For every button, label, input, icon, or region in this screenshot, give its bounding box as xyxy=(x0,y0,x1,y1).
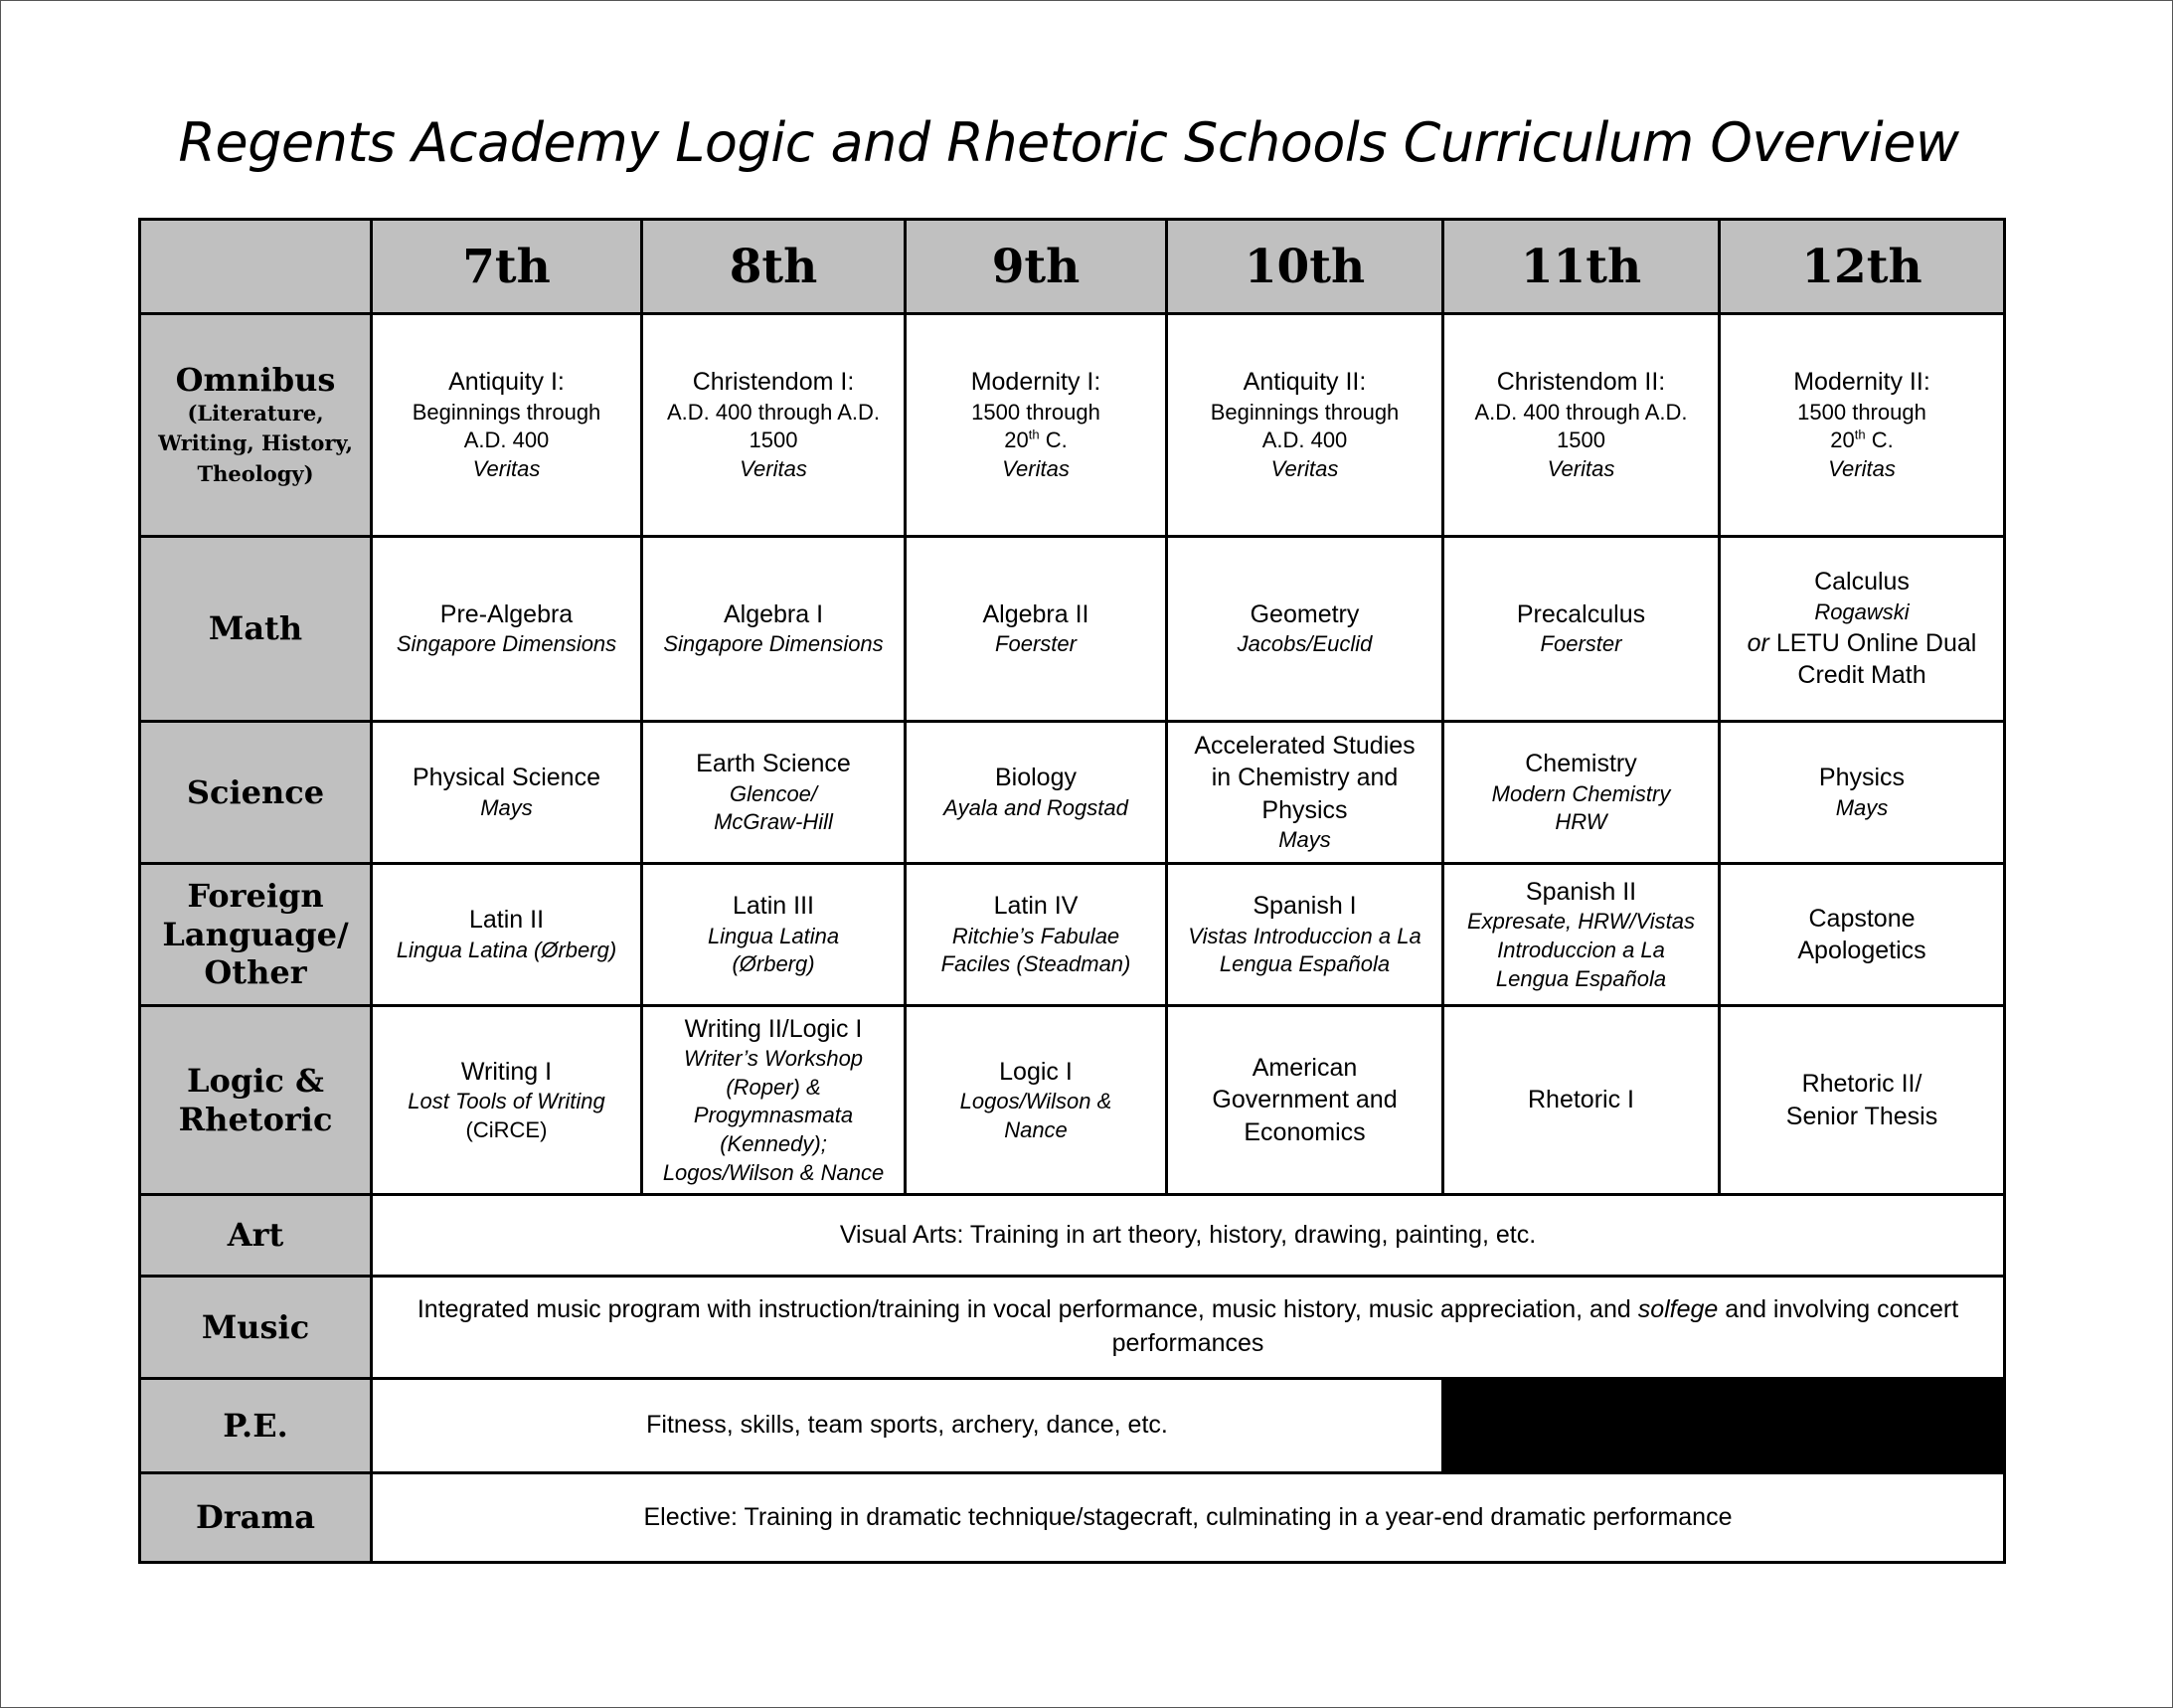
course-title: Rhetoric II/ xyxy=(1801,1070,1922,1098)
textbook-name: Rogawski xyxy=(1814,598,1910,624)
course-title: Algebra II xyxy=(982,599,1089,628)
math-cell-7th xyxy=(372,537,642,722)
row-header-label: Language/ xyxy=(162,915,349,953)
page-title: Regents Academy Logic and Rhetoric Schools Curriculum Overview xyxy=(178,111,1959,174)
math-cell-10th xyxy=(1167,537,1443,722)
course-title: Rhetoric I xyxy=(1528,1086,1634,1114)
or-word: or xyxy=(1747,628,1769,657)
course-title: Precalculus xyxy=(1516,599,1646,628)
course-title: Physical Science xyxy=(413,764,600,792)
alt-course: LETU Online Dual xyxy=(1775,628,1977,657)
course-title: Apologetics xyxy=(1797,937,1926,964)
course-title: Christendom I: xyxy=(692,368,855,397)
grade-header: 7th xyxy=(372,220,642,314)
textbook-name: Lost Tools of Writing xyxy=(408,1089,605,1114)
row-header-sublabel: (Literature, xyxy=(187,401,324,427)
math-row xyxy=(140,537,2005,722)
math-cell-11th xyxy=(1443,537,1720,722)
course-detail: 1500 through xyxy=(1797,399,1926,425)
pe-blacked-out-cell xyxy=(1443,1379,1720,1473)
logic-cell-8th xyxy=(642,1006,906,1195)
century-sup: th xyxy=(1854,427,1866,443)
course-title: Government and xyxy=(1212,1086,1398,1114)
alt-course-line2: Credit Math xyxy=(1797,661,1926,690)
century-number: 20 xyxy=(1004,427,1029,453)
row-header-drama: Drama xyxy=(140,1473,372,1563)
science-cell-11th xyxy=(1443,722,1720,864)
music-text: and involving concert performances xyxy=(1111,1295,1959,1357)
grade-header: 8th xyxy=(642,220,906,314)
row-header-art: Art xyxy=(140,1195,372,1277)
course-detail: 1500 through xyxy=(971,399,1100,425)
textbook-name: Expresate, HRW/Vistas xyxy=(1466,909,1696,935)
row-header-science: Science xyxy=(140,722,372,864)
course-title: Senior Thesis xyxy=(1785,1102,1938,1130)
row-header-label: Other xyxy=(204,953,307,992)
textbook-name: Logos/Wilson & xyxy=(959,1089,1112,1114)
textbook-name: Faciles (Steadman) xyxy=(940,951,1131,977)
course-title: Latin III xyxy=(733,892,814,921)
textbook-name: Introduccion a La xyxy=(1497,937,1665,962)
course-detail: A.D. 400 xyxy=(463,427,550,453)
course-title: Physics xyxy=(1818,764,1906,792)
course-title: in Chemistry and xyxy=(1211,764,1399,792)
science-cell-12th xyxy=(1720,722,2005,864)
science-row xyxy=(140,722,2005,864)
textbook-name: Mays xyxy=(1835,794,1889,820)
course-alternative xyxy=(1731,627,1993,660)
grade-header-row xyxy=(140,220,2005,314)
course-title: Christendom II: xyxy=(1496,368,1666,397)
course-title: Economics xyxy=(1244,1117,1366,1146)
textbook-name: (Kennedy); xyxy=(720,1131,827,1157)
grade-header: 11th xyxy=(1443,220,1720,314)
omnibus-cell-11th xyxy=(1443,314,1720,537)
foreign-cell-12th xyxy=(1720,864,2005,1006)
course-title: Calculus xyxy=(1814,568,1910,597)
course-title: Capstone xyxy=(1808,904,1916,933)
art-description: Visual Arts: Training in art theory, history, drawing, painting, etc. xyxy=(372,1195,2005,1277)
omnibus-row xyxy=(140,314,2005,537)
omnibus-cell-12th xyxy=(1720,314,2005,537)
textbook-name: Singapore Dimensions xyxy=(663,631,884,657)
publisher-name: (CiRCE) xyxy=(465,1116,548,1142)
course-title: Antiquity II: xyxy=(1243,368,1367,397)
textbook-name: Veritas xyxy=(472,456,541,482)
course-title: Modernity I: xyxy=(970,368,1101,397)
row-header-omnibus xyxy=(140,314,372,537)
textbook-name: Mays xyxy=(1278,827,1331,853)
course-title: Latin II xyxy=(468,906,545,935)
textbook-name: Veritas xyxy=(1270,456,1339,482)
textbook-name: Lingua Latina (Ørberg) xyxy=(396,937,617,962)
course-title: Spanish I xyxy=(1253,892,1357,921)
textbook-name: Writer’s Workshop xyxy=(683,1046,864,1072)
textbook-name: Veritas xyxy=(740,456,807,482)
foreign-cell-7th xyxy=(372,864,642,1006)
textbook-name: Foerster xyxy=(995,631,1077,657)
course-title: Earth Science xyxy=(696,750,851,778)
century-sup: th xyxy=(1028,427,1040,443)
row-header-label: Foreign xyxy=(187,877,324,916)
textbook-name: Vistas Introduccion a La xyxy=(1188,923,1421,948)
row-header-label: Rhetoric xyxy=(178,1100,333,1138)
logic-cell-12th xyxy=(1720,1006,2005,1195)
music-text: Integrated music program with instruction/training in vocal performance, music history, music appreciation, and xyxy=(417,1295,1638,1324)
course-detail: A.D. 400 through A.D. xyxy=(1474,399,1688,425)
science-cell-8th xyxy=(642,722,906,864)
drama-row xyxy=(140,1473,2005,1563)
omnibus-cell-10th xyxy=(1167,314,1443,537)
logic-cell-10th xyxy=(1167,1006,1443,1195)
century-suffix: C. xyxy=(1865,427,1894,453)
textbook-name: Lingua Latina xyxy=(707,923,840,948)
art-row xyxy=(140,1195,2005,1277)
course-title: Geometry xyxy=(1250,599,1360,628)
row-header-label: Logic & xyxy=(187,1062,324,1101)
course-century xyxy=(1731,427,1993,455)
course-title: Algebra I xyxy=(723,599,824,628)
row-header-sublabel: Writing, History, xyxy=(158,430,353,456)
logic-cell-11th xyxy=(1443,1006,1720,1195)
grade-header: 9th xyxy=(906,220,1167,314)
course-detail: A.D. 400 xyxy=(1261,427,1348,453)
course-title: American xyxy=(1252,1053,1358,1082)
logic-rhetoric-row xyxy=(140,1006,2005,1195)
course-title: Chemistry xyxy=(1525,750,1637,778)
row-header-math: Math xyxy=(140,537,372,722)
math-cell-12th xyxy=(1720,537,2005,722)
row-header-sublabel: Theology) xyxy=(197,460,314,486)
textbook-name: Foerster xyxy=(1540,631,1622,657)
row-header-pe: P.E. xyxy=(140,1379,372,1473)
course-detail: Beginnings through xyxy=(1210,399,1400,425)
textbook-name: (Ørberg) xyxy=(732,951,815,977)
course-title: Physics xyxy=(1261,795,1348,824)
textbook-name: Veritas xyxy=(1547,456,1615,482)
omnibus-cell-7th xyxy=(372,314,642,537)
foreign-cell-11th xyxy=(1443,864,1720,1006)
textbook-name: (Roper) & xyxy=(726,1074,821,1100)
course-title: Spanish II xyxy=(1525,877,1637,906)
music-description xyxy=(372,1277,2005,1379)
foreign-cell-10th xyxy=(1167,864,1443,1006)
row-header-label: Omnibus xyxy=(175,360,336,399)
pe-blacked-out-cell xyxy=(1720,1379,2005,1473)
course-detail: 1500 xyxy=(1557,427,1605,453)
music-row xyxy=(140,1277,2005,1379)
row-header-foreign-language xyxy=(140,864,372,1006)
drama-description: Elective: Training in dramatic technique/stagecraft, culminating in a year-end dramatic performance xyxy=(372,1473,2005,1563)
textbook-name: Progymnasmata xyxy=(693,1103,854,1128)
textbook-name: HRW xyxy=(1555,809,1607,835)
logic-cell-7th xyxy=(372,1006,642,1195)
pe-description: Fitness, skills, team sports, archery, dance, etc. xyxy=(372,1379,1443,1473)
course-detail: A.D. 400 through A.D. xyxy=(666,399,881,425)
foreign-cell-8th xyxy=(642,864,906,1006)
textbook-name: Veritas xyxy=(1002,456,1070,482)
math-cell-8th xyxy=(642,537,906,722)
course-title: Modernity II: xyxy=(1793,368,1930,397)
textbook-name: Singapore Dimensions xyxy=(396,631,617,657)
textbook-name: Veritas xyxy=(1828,456,1896,482)
curriculum-table xyxy=(138,218,2006,1564)
course-title: Writing I xyxy=(460,1057,553,1086)
textbook-name: Ritchie’s Fabulae xyxy=(951,923,1120,948)
textbook-name: Lengua Española xyxy=(1495,965,1667,991)
textbook-name: Logos/Wilson & Nance xyxy=(662,1159,885,1185)
science-cell-10th xyxy=(1167,722,1443,864)
row-header-logic-rhetoric xyxy=(140,1006,372,1195)
logic-cell-9th xyxy=(906,1006,1167,1195)
science-cell-9th xyxy=(906,722,1167,864)
course-title: Antiquity I: xyxy=(448,368,565,397)
music-text-italic: solfege xyxy=(1637,1295,1719,1324)
course-century xyxy=(917,427,1155,455)
course-title: Biology xyxy=(995,764,1077,792)
foreign-language-row xyxy=(140,864,2005,1006)
course-title: Logic I xyxy=(999,1057,1073,1086)
grade-header: 10th xyxy=(1167,220,1443,314)
grade-header: 12th xyxy=(1720,220,2005,314)
science-cell-7th xyxy=(372,722,642,864)
pe-row xyxy=(140,1379,2005,1473)
textbook-name: Jacobs/Euclid xyxy=(1237,631,1373,657)
century-number: 20 xyxy=(1830,427,1855,453)
textbook-name: Mays xyxy=(480,794,533,820)
math-cell-9th xyxy=(906,537,1167,722)
textbook-name: Glencoe/ xyxy=(729,780,818,806)
course-detail: 1500 xyxy=(749,427,798,453)
textbook-name: McGraw-Hill xyxy=(714,809,833,835)
omnibus-cell-9th xyxy=(906,314,1167,537)
century-suffix: C. xyxy=(1039,427,1068,453)
course-detail: Beginnings through xyxy=(412,399,601,425)
textbook-name: Nance xyxy=(1004,1116,1068,1142)
course-title: Pre-Algebra xyxy=(439,599,574,628)
course-title: Latin IV xyxy=(993,892,1079,921)
course-title: Writing II/Logic I xyxy=(684,1014,863,1043)
row-header-music: Music xyxy=(140,1277,372,1379)
textbook-name: Modern Chemistry xyxy=(1491,780,1671,806)
omnibus-cell-8th xyxy=(642,314,906,537)
textbook-name: Lengua Española xyxy=(1219,951,1391,977)
foreign-cell-9th xyxy=(906,864,1167,1006)
corner-cell xyxy=(140,220,372,314)
textbook-name: Ayala and Rogstad xyxy=(943,794,1128,820)
course-title: Accelerated Studies xyxy=(1194,731,1416,760)
